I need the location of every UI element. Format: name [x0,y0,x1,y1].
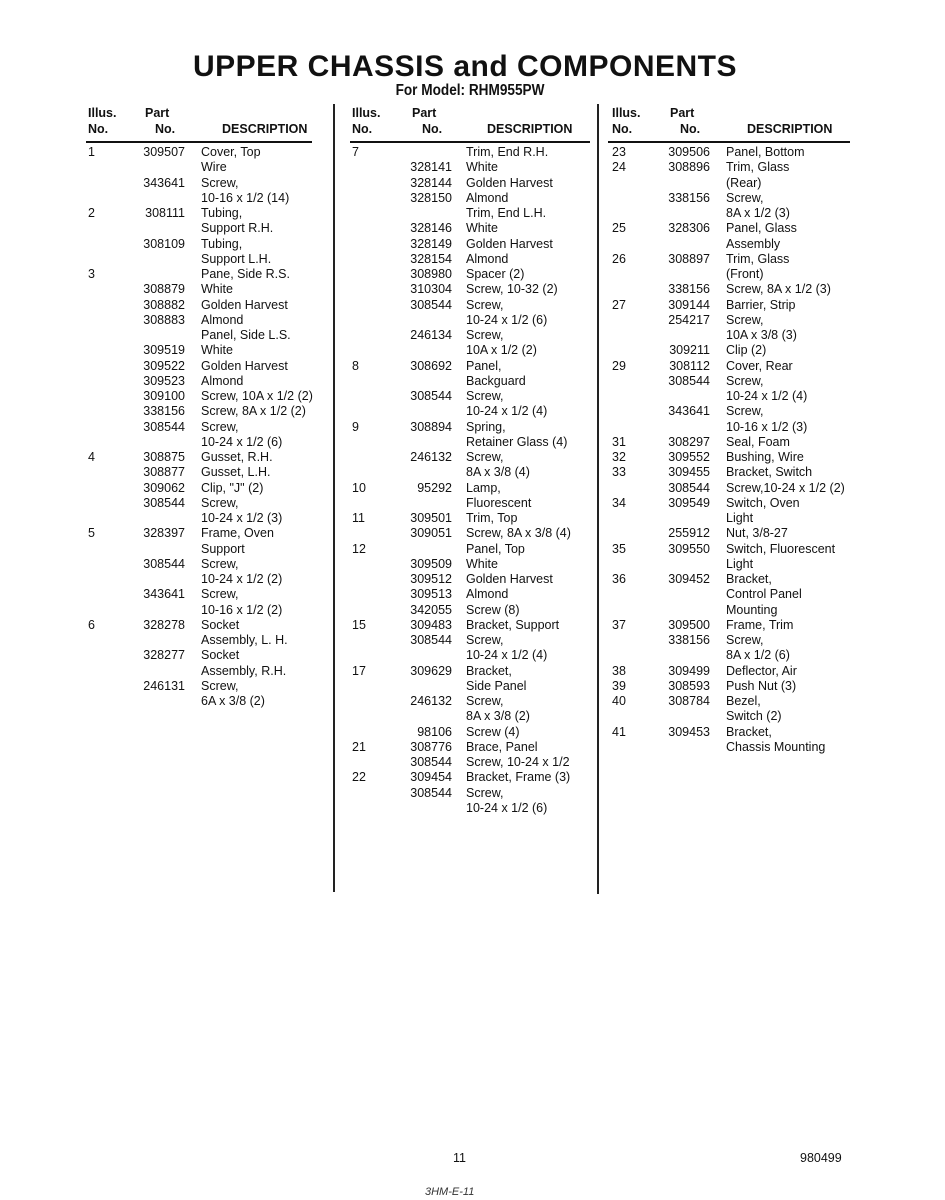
part-number: 328306 [668,221,710,236]
part-number: 309509 [410,556,452,571]
description: Golden Harvest [466,236,553,251]
part-number: 342055 [410,602,452,617]
part-number: 309051 [410,526,452,541]
description: Light [726,556,754,571]
description: Golden Harvest [466,175,553,190]
description-header: DESCRIPTION [487,122,573,136]
description: Trim, End R.H. [466,145,549,159]
description: 10A x 1/2 (2) [466,343,537,358]
description: Golden Harvest [466,572,553,586]
illus-number: 2 [88,206,95,220]
part-number: 246132 [410,694,452,708]
part-number: 343641 [143,175,185,190]
part-number: 309499 [668,663,710,678]
description: Trim, Glass [726,160,790,175]
description: Almond [466,587,509,602]
column-divider [597,104,599,894]
description: Panel, Top [466,541,525,556]
description: Screw, [726,404,764,419]
illus-number: 25 [612,221,626,236]
description-header: DESCRIPTION [747,122,833,136]
description: 10-16 x 1/2 (2) [201,602,283,617]
description: Brace, Panel [466,739,538,754]
description: Screw, 10A x 1/2 (2) [201,389,313,403]
description: Push Nut (3) [726,678,797,693]
description: Screw, 8A x 1/2 (3) [726,282,831,297]
part-number: 328149 [410,236,452,251]
part-number: 309519 [143,343,185,358]
part-number: 308544 [410,755,452,769]
description: Screw (8) [466,602,520,617]
description: Clip (2) [726,343,767,358]
part-number: 246132 [410,450,452,464]
description: Socket [201,617,240,632]
description: 8A x 1/2 (6) [726,648,790,663]
part-number: 308544 [668,480,710,495]
description: Tubing, [201,206,243,220]
illus-header: Illus. [612,106,641,120]
description: Almond [466,190,509,205]
description: Screw, [466,389,504,403]
part-number: 338156 [143,404,185,419]
illus-number: 36 [612,572,626,586]
description: Screw, [201,556,239,571]
part-number: 308111 [145,206,185,220]
illus-number: 6 [88,617,95,632]
illus-number: 29 [612,358,626,373]
description: Trim, End L.H. [466,206,547,220]
illus-number: 27 [612,297,626,312]
description: 8A x 3/8 (4) [466,465,530,480]
part-number: 308896 [668,160,710,175]
illus-header: No. [612,122,633,136]
description: Almond [201,373,244,388]
description: Pane, Side R.S. [201,267,290,281]
description: Cover, Top [201,145,261,159]
part-number: 338156 [668,282,710,297]
illus-header: No. [88,122,109,136]
description: Cover, Rear [726,358,793,373]
description: Bezel, [726,694,761,708]
description: 10-24 x 1/2 (6) [201,434,283,449]
description: Lamp, [466,480,501,495]
description: Screw, [726,633,764,647]
description: 10-24 x 1/2 (4) [466,648,548,663]
description: Frame, Oven [201,526,274,541]
part-number: 308112 [669,358,710,373]
description: Trim, Glass [726,251,790,266]
header-rule [86,141,312,143]
description: Bracket, Support [466,617,560,632]
description: 8A x 3/8 (2) [466,709,530,724]
part-header: No. [680,122,701,136]
description: 10-24 x 1/2 (6) [466,312,548,327]
part-number: 308109 [143,236,185,251]
description-header: DESCRIPTION [222,122,308,136]
description: Support R.H. [201,221,274,236]
illus-number: 10 [352,480,366,495]
part-number: 343641 [668,404,710,419]
header-rule [350,141,590,143]
description: Barrier, Strip [726,297,796,312]
description: 8A x 1/2 (3) [726,206,790,220]
part-number: 328141 [410,160,452,175]
description: Switch, Fluorescent [726,541,836,556]
part-number: 309455 [668,465,710,480]
description: 10-16 x 1/2 (14) [201,190,290,205]
description: White [201,282,233,297]
description: Golden Harvest [201,297,288,312]
part-number: 309506 [668,145,710,159]
part-number: 309144 [668,297,710,312]
illus-number: 15 [352,617,366,632]
description: Screw, [466,450,504,464]
part-number: 308882 [143,297,185,312]
description: (Rear) [726,175,762,190]
part-number: 309629 [410,663,452,678]
description: 6A x 3/8 (2) [201,694,265,708]
header-rule [608,141,850,143]
part-header: Part [670,106,695,120]
description: Switch, Oven [726,495,800,510]
part-number: 308877 [143,465,185,480]
description: Spring, [466,419,506,434]
description: Screw, 10-32 (2) [466,282,558,297]
description: Screw, [466,785,504,800]
description: Bracket, Frame (3) [466,770,571,785]
illus-number: 32 [612,450,626,464]
description: Gusset, L.H. [201,465,271,480]
description: Deflector, Air [726,663,797,678]
page-number: 11 [453,1151,466,1165]
description: Support [201,541,245,556]
description: Bracket, [726,572,772,586]
description: Socket [201,648,240,663]
illus-number: 24 [612,160,626,175]
part-number: 309550 [668,541,710,556]
illus-number: 38 [612,663,626,678]
part-number: 308879 [143,282,185,297]
part-number: 308980 [410,267,452,281]
part-number: 310304 [410,282,452,297]
description: Panel, Bottom [726,145,805,159]
part-number: 308875 [143,450,185,464]
part-number: 308883 [143,312,185,327]
part-header: Part [412,106,437,120]
illus-number: 1 [88,145,95,159]
part-number: 309483 [410,617,452,632]
part-number: 328146 [410,221,452,236]
description: 10-24 x 1/2 (4) [726,389,808,403]
part-number: 246131 [143,678,185,693]
part-number: 308692 [410,358,452,373]
description: Screw, [726,312,764,327]
part-number: 328150 [410,190,452,205]
description: Gusset, R.H. [201,450,273,464]
part-number: 309549 [668,495,710,510]
part-number: 308544 [410,785,452,800]
illus-header: Illus. [352,106,381,120]
illus-number: 33 [612,465,626,480]
part-number: 308544 [410,633,452,647]
description: Light [726,511,754,525]
illus-number: 22 [352,770,366,785]
description: Panel, Glass [726,221,797,236]
part-number: 309523 [143,373,185,388]
illus-number: 40 [612,694,626,708]
illus-number: 37 [612,617,626,632]
description: White [466,556,498,571]
description: 10A x 3/8 (3) [726,328,797,342]
illus-number: 12 [352,541,366,556]
description: Screw, 8A x 1/2 (2) [201,404,306,419]
description: Seal, Foam [726,434,790,449]
description: Assembly, R.H. [201,663,287,678]
illus-header: Illus. [88,106,117,120]
description: Mounting [726,602,778,617]
illus-number: 39 [612,678,626,693]
part-number: 308784 [668,694,710,708]
description: Bracket, [726,724,772,739]
part-number: 338156 [668,633,710,647]
part-number: 246134 [410,328,452,342]
column-divider [333,104,335,892]
description: 10-24 x 1/2 (2) [201,572,283,586]
illus-number: 4 [88,450,95,464]
part-number: 255912 [668,526,710,541]
description: Control Panel [726,587,802,602]
illus-number: 8 [352,358,359,373]
description: Screw, 10-24 x 1/2 [466,755,570,769]
description: Screw, [201,419,239,434]
part-number: 328144 [410,175,452,190]
part-number: 95292 [417,480,452,495]
description: (Front) [726,267,764,281]
part-number: 328277 [143,648,185,663]
part-number: 328397 [143,526,185,541]
page-title: UPPER CHASSIS and COMPONENTS [192,50,738,83]
part-number: 308776 [410,739,452,754]
description: White [466,160,498,175]
description: Screw, [466,328,504,342]
description: Golden Harvest [201,358,288,373]
part-number: 308544 [143,419,185,434]
part-number: 309454 [410,770,452,785]
part-number: 308544 [668,373,710,388]
part-number: 309513 [410,587,452,602]
description: Frame, Trim [726,617,794,632]
illus-number: 41 [612,724,626,739]
illus-number: 9 [352,419,359,434]
description: Nut, 3/8-27 [726,526,788,541]
part-number: 308897 [668,251,710,266]
description: Support L.H. [201,251,272,266]
description: 10-16 x 1/2 (3) [726,419,808,434]
part-header: No. [155,122,176,136]
description: 10-24 x 1/2 (6) [466,800,548,815]
part-number: 309062 [143,480,185,495]
illus-number: 11 [352,511,365,525]
description: Side Panel [466,678,527,693]
part-number: 308894 [410,419,452,434]
illus-number: 3 [88,267,95,281]
part-number: 254217 [668,312,710,327]
description: Backguard [466,373,526,388]
illus-number: 31 [612,434,626,449]
document-number: 980499 [800,1151,842,1165]
description: Panel, [466,358,502,373]
description: Trim, Top [466,511,518,525]
part-number: 328278 [143,617,185,632]
illus-number: 35 [612,541,626,556]
description: Screw, [466,694,504,708]
description: Bracket, [466,663,512,678]
description: Screw, [201,495,239,510]
description: White [466,221,498,236]
part-number: 338156 [668,190,710,205]
description: Almond [466,251,509,266]
illus-number: 5 [88,526,95,541]
description: Clip, "J" (2) [201,480,264,495]
part-number: 308544 [410,297,452,312]
part-number: 343641 [143,587,185,602]
description: Almond [201,312,244,327]
description: Screw, [466,297,504,312]
part-number: 309522 [143,358,185,373]
description: Screw, [726,190,764,205]
illus-number: 21 [352,739,366,754]
description: Assembly [726,236,781,251]
description: Fluorescent [466,495,532,510]
description: Panel, Side L.S. [201,328,291,342]
description: Retainer Glass (4) [466,434,568,449]
part-number: 309507 [143,145,185,159]
description: Chassis Mounting [726,739,826,754]
description: Assembly, L. H. [201,633,288,647]
description: Screw, [201,587,239,602]
description: Tubing, [201,236,243,251]
part-header: No. [422,122,443,136]
part-number: 309552 [668,450,710,464]
description: Screw, [726,373,764,388]
part-number: 309453 [668,724,710,739]
description: Bushing, Wire [726,450,804,464]
description: White [201,343,233,358]
part-number: 309100 [143,389,185,403]
description: 10-24 x 1/2 (3) [201,511,283,525]
illus-number: 26 [612,251,626,266]
part-header: Part [145,106,170,120]
part-number: 308297 [668,434,710,449]
illus-header: No. [352,122,373,136]
description: 10-24 x 1/2 (4) [466,404,548,419]
part-number: 308544 [143,495,185,510]
part-number: 98106 [417,724,452,739]
description: Screw, [201,678,239,693]
part-number: 309512 [410,572,452,586]
model-subtitle: For Model: RHM955PW [395,82,545,99]
description: Wire [201,160,227,175]
description: Bracket, Switch [726,465,813,480]
part-number: 309500 [668,617,710,632]
illus-number: 23 [612,145,626,159]
illus-number: 7 [352,145,359,159]
description: Screw, [201,175,239,190]
part-number: 309501 [410,511,452,525]
description: Screw,10-24 x 1/2 (2) [726,480,845,495]
description: Switch (2) [726,709,782,724]
description: Screw, 8A x 3/8 (4) [466,526,571,541]
part-number: 328154 [410,251,452,266]
description: Screw, [466,633,504,647]
handwritten-note: 3HM-E-11 [425,1186,475,1198]
part-number: 308593 [668,678,710,693]
part-number: 308544 [143,556,185,571]
description: Screw (4) [466,724,520,739]
illus-number: 17 [352,663,366,678]
illus-number: 34 [612,495,626,510]
description: Spacer (2) [466,267,525,281]
part-number: 308544 [410,389,452,403]
part-number: 309452 [668,572,710,586]
part-number: 309211 [669,343,710,358]
